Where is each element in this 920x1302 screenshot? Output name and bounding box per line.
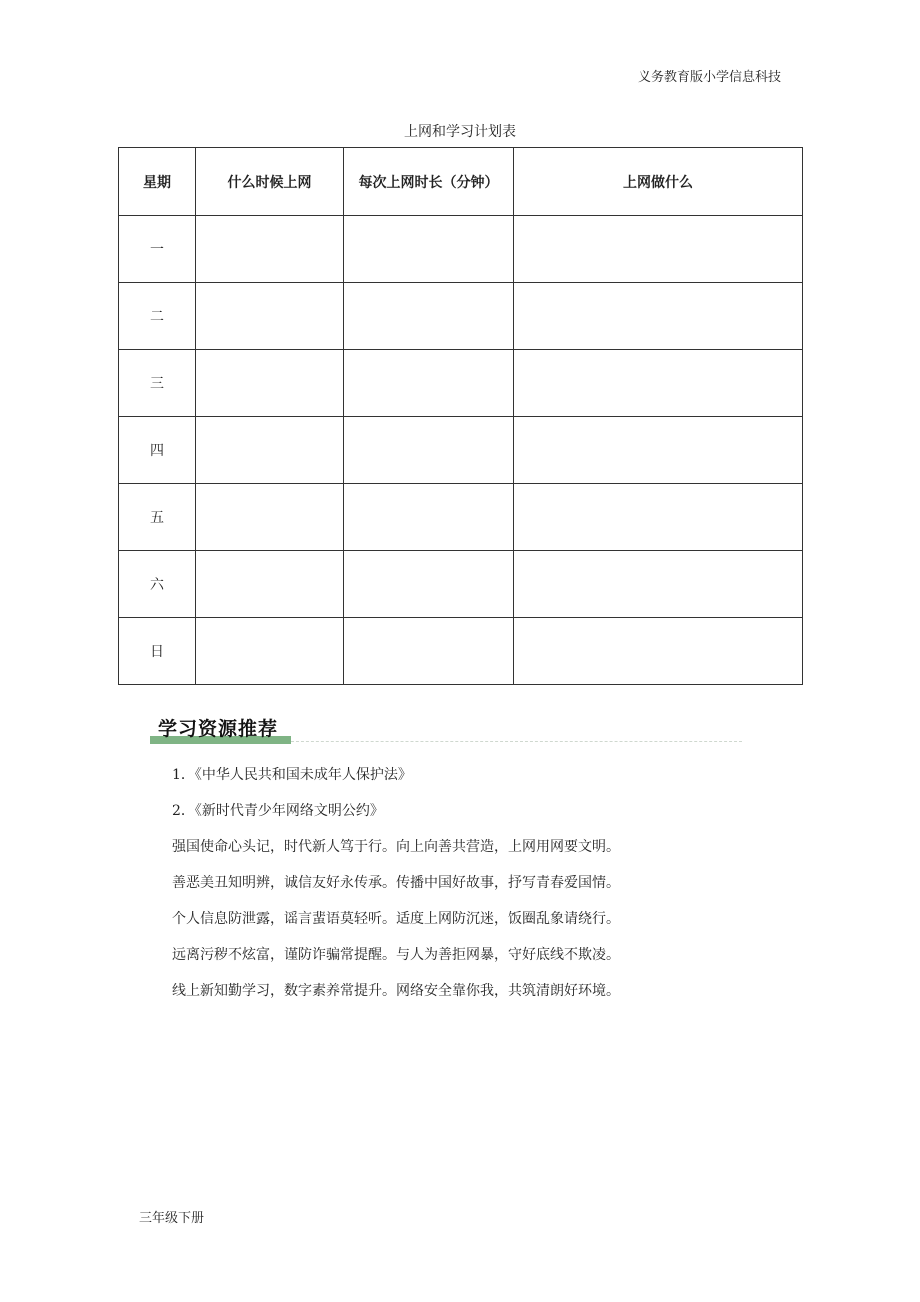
activity-cell[interactable] — [514, 216, 803, 283]
resource-item-law: 1．《中华人民共和国未成年人保护法》 — [172, 767, 412, 783]
time-cell[interactable] — [196, 283, 344, 350]
day-cell: 六 — [119, 551, 196, 618]
convention-verse: 线上新知勤学习，数字素养常提升。网络安全靠你我，共筑清朗好环境。 — [172, 983, 620, 999]
time-cell[interactable] — [196, 417, 344, 484]
duration-cell[interactable] — [344, 484, 514, 551]
convention-verse: 强国使命心头记，时代新人笃于行。向上向善共营造，上网用网要文明。 — [172, 839, 620, 855]
resources-list — [172, 764, 772, 1016]
table-title: 上网和学习计划表 — [404, 124, 516, 140]
day-cell: 三 — [119, 350, 196, 417]
table-row — [119, 618, 803, 685]
duration-cell[interactable] — [344, 417, 514, 484]
time-cell[interactable] — [196, 618, 344, 685]
day-cell: 一 — [119, 216, 196, 283]
table-row — [119, 484, 803, 551]
duration-cell[interactable] — [344, 618, 514, 685]
convention-verse: 善恶美丑知明辨，诚信友好永传承。传播中国好故事，抒写青春爱国情。 — [172, 875, 620, 891]
column-header-weekday: 星期 — [119, 148, 196, 216]
time-cell[interactable] — [196, 484, 344, 551]
column-header-time: 什么时候上网 — [196, 148, 344, 216]
convention-verse: 个人信息防泄露，谣言蜚语莫轻听。适度上网防沉迷，饭圈乱象请绕行。 — [172, 911, 620, 927]
day-cell: 日 — [119, 618, 196, 685]
column-header-activity: 上网做什么 — [514, 148, 803, 216]
column-header-duration: 每次上网时长（分钟） — [344, 148, 514, 216]
activity-cell[interactable] — [514, 283, 803, 350]
footer-grade: 三年级下册 — [139, 1211, 205, 1226]
section-title: 学习资源推荐 — [158, 718, 279, 740]
activity-cell[interactable] — [514, 417, 803, 484]
day-cell: 二 — [119, 283, 196, 350]
plan-table — [118, 147, 803, 685]
activity-cell[interactable] — [514, 551, 803, 618]
table-row — [119, 283, 803, 350]
duration-cell[interactable] — [344, 283, 514, 350]
activity-cell[interactable] — [514, 350, 803, 417]
header-subject: 义务教育版小学信息科技 — [637, 70, 781, 85]
day-cell: 四 — [119, 417, 196, 484]
time-cell[interactable] — [196, 551, 344, 618]
day-cell: 五 — [119, 484, 196, 551]
activity-cell[interactable] — [514, 618, 803, 685]
duration-cell[interactable] — [344, 350, 514, 417]
time-cell[interactable] — [196, 350, 344, 417]
table-row — [119, 350, 803, 417]
time-cell[interactable] — [196, 216, 344, 283]
heading-divider — [291, 741, 742, 742]
table-row — [119, 216, 803, 283]
duration-cell[interactable] — [344, 216, 514, 283]
activity-cell[interactable] — [514, 484, 803, 551]
table-header-row — [119, 148, 803, 216]
convention-verse: 远离污秽不炫富，谨防诈骗常提醒。与人为善拒网暴，守好底线不欺凌。 — [172, 947, 620, 963]
section-heading — [150, 714, 742, 744]
table-row — [119, 417, 803, 484]
resource-item-convention: 2．《新时代青少年网络文明公约》 — [172, 803, 384, 819]
table-row — [119, 551, 803, 618]
duration-cell[interactable] — [344, 551, 514, 618]
